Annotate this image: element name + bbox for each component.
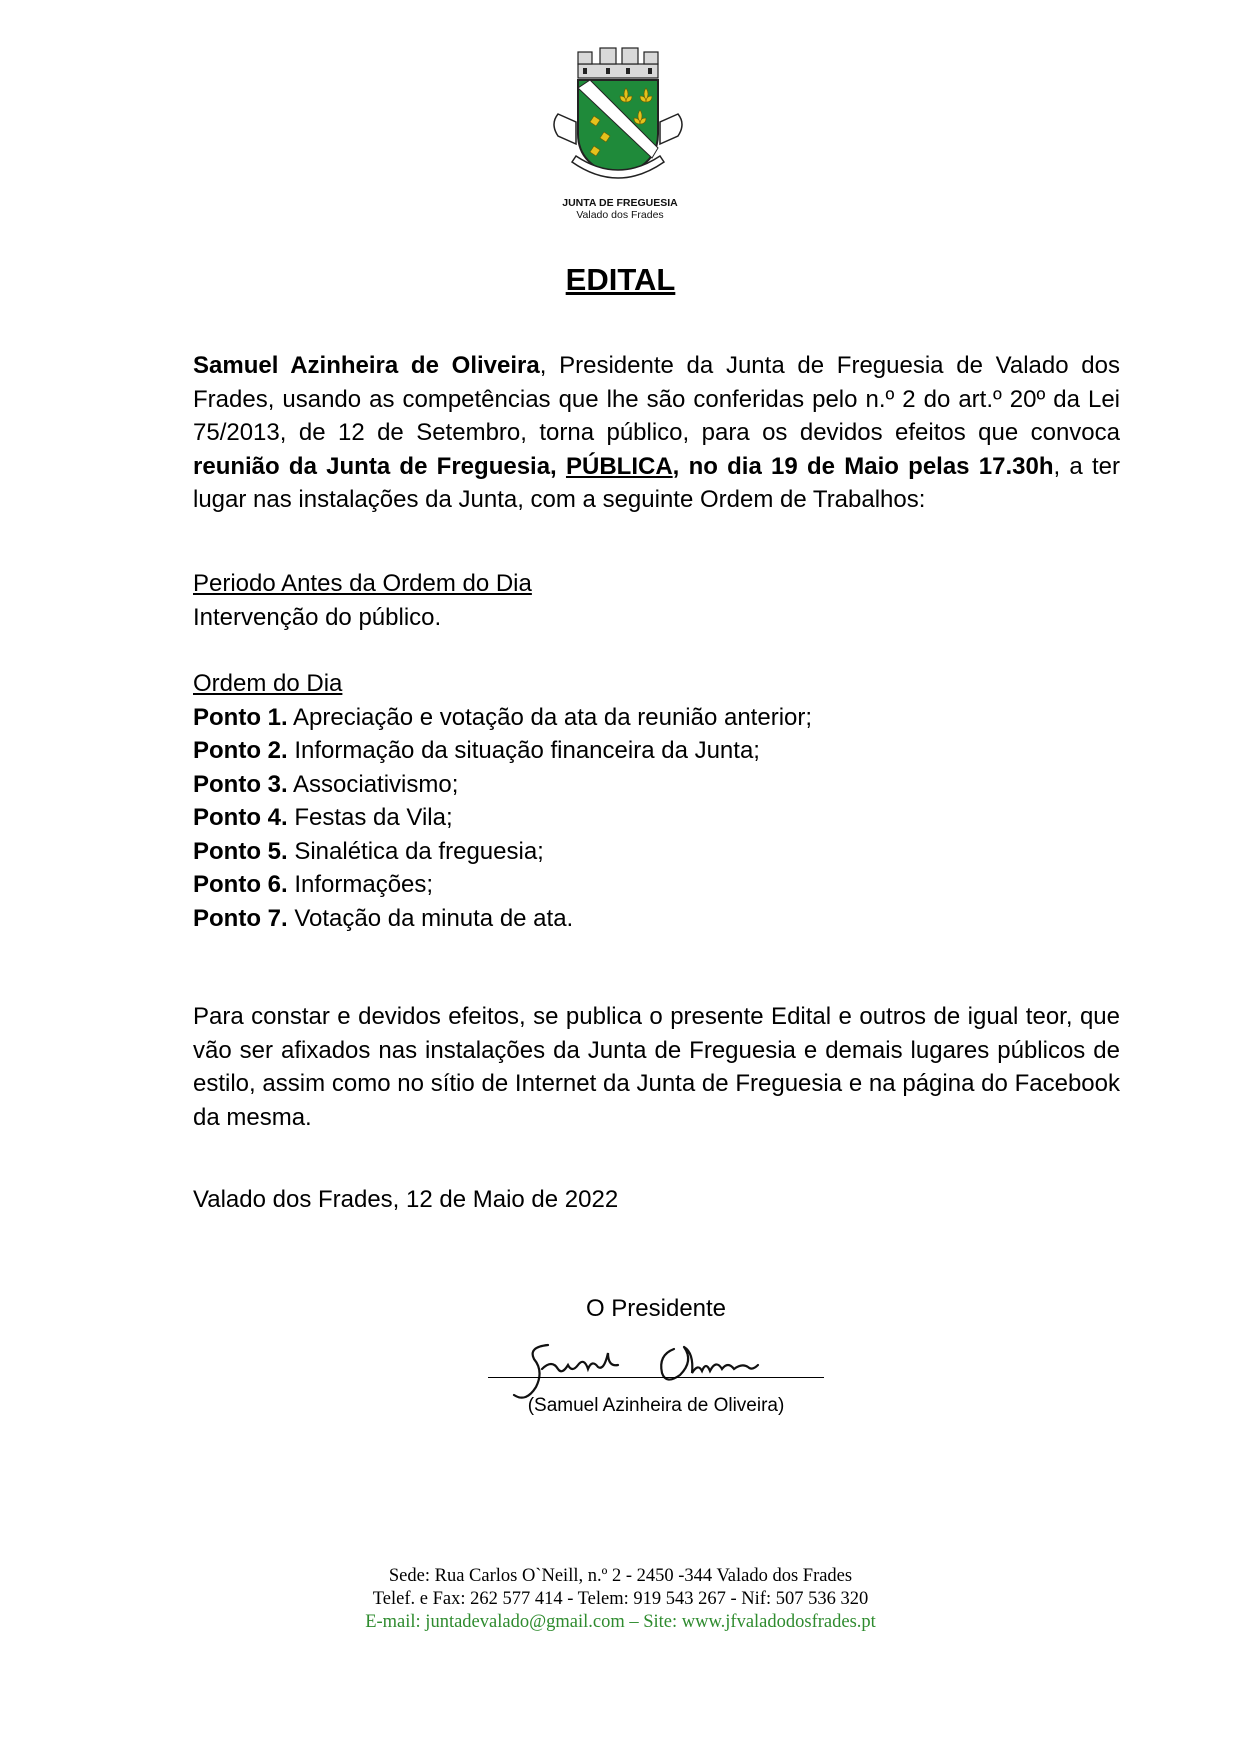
agenda-item-label: Ponto 6. [193,871,288,898]
intro-bold-2: , no dia 19 de Maio pelas 17.30h [672,452,1054,480]
agenda-item-label: Ponto 4. [193,804,288,831]
list-item [193,902,1120,936]
agenda-item-text: Informação da situação financeira da Junta; [287,737,760,764]
agenda-item-label: Ponto 3. [193,770,288,798]
document-title: EDITAL [565,262,676,297]
intro-paragraph [193,349,1120,517]
agenda-item-label: Ponto 1. [193,703,288,731]
agenda-item-label: Ponto 2. [193,737,288,764]
list-item [193,801,1120,835]
agenda-heading: Ordem do Dia [193,670,343,697]
pre-agenda-item: Intervenção do público. [193,603,442,631]
intro-text-2: , a ter lugar nas instalações da Junta, com a seguinte Ordem de Trabalhos: [193,452,1121,513]
list-item [193,701,1120,735]
pre-agenda-heading: Periodo Antes da Ordem do Dia [193,570,532,597]
agenda-item-text: Informações; [287,871,434,898]
signature-name: (Samuel Azinheira de Oliveira) [527,1395,785,1416]
agenda-item-text: Apreciação e votação da ata da reunião anterior; [287,703,813,731]
signature-block [488,1295,824,1445]
list-item [193,734,1120,768]
dateline: Valado dos Frades, 12 de Maio de 2022 [193,1186,619,1213]
intro-bold-underlined: PÚBLICA [565,452,673,480]
coat-of-arms-icon [548,44,688,194]
crest-caption-line2: Valado dos Frades [576,209,664,221]
closing-paragraph: Para constar e devidos efeitos, se publica o presente Edital e outros de igual teor, que vão ser afixados nas instalações da Junta de Freguesia e demais lugares públicos de estilo, assim como no sítio de Internet da Junta de Freguesia e na página do Facebook da mesma. [193,1003,1120,1131]
president-name: Samuel Azinheira de Oliveira [193,352,540,379]
agenda-item-label: Ponto 5. [193,837,288,865]
agenda-item-text: Sinalética da freguesia; [287,837,544,865]
list-item [193,868,1120,902]
intro-text-1: , Presidente da Junta de Freguesia de Valado dos Frades, usando as competências que lhe são conferidas pelo n.º 2 do art.º 20º da Lei 75/2013, de 12 de Setembro, torna público, para os devidos efeitos que convoca [193,352,1120,446]
footer-address: Sede: Rua Carlos O`Neill, n.º 2 - 2450 -344 Valado dos Frades [388,1566,853,1586]
intro-bold-1: reunião da Junta de Freguesia, [193,452,566,480]
agenda-section [193,667,1120,935]
pre-agenda-section [193,567,1120,634]
footer-phones: Telef. e Fax: 262 577 414 - Telem: 919 543 267 - Nif: 507 536 320 [372,1589,869,1609]
signature-line [488,1377,824,1378]
agenda-item-text: Votação da minuta de ata. [287,904,574,932]
signature-role: O Presidente [585,1295,727,1322]
agenda-item-text: Associativismo; [287,770,459,798]
list-item [193,768,1120,802]
agenda-item-text: Festas da Vila; [287,804,453,831]
footer-contacts: E-mail: juntadevalado@gmail.com – Site: www.jfvaladodosfrades.pt [365,1612,876,1632]
crest-caption [520,197,720,221]
list-item [193,835,1120,869]
agenda-item-label: Ponto 7. [193,904,288,932]
crest-caption-line1: JUNTA DE FREGUESIA [562,197,678,209]
footer [0,1565,1241,1634]
